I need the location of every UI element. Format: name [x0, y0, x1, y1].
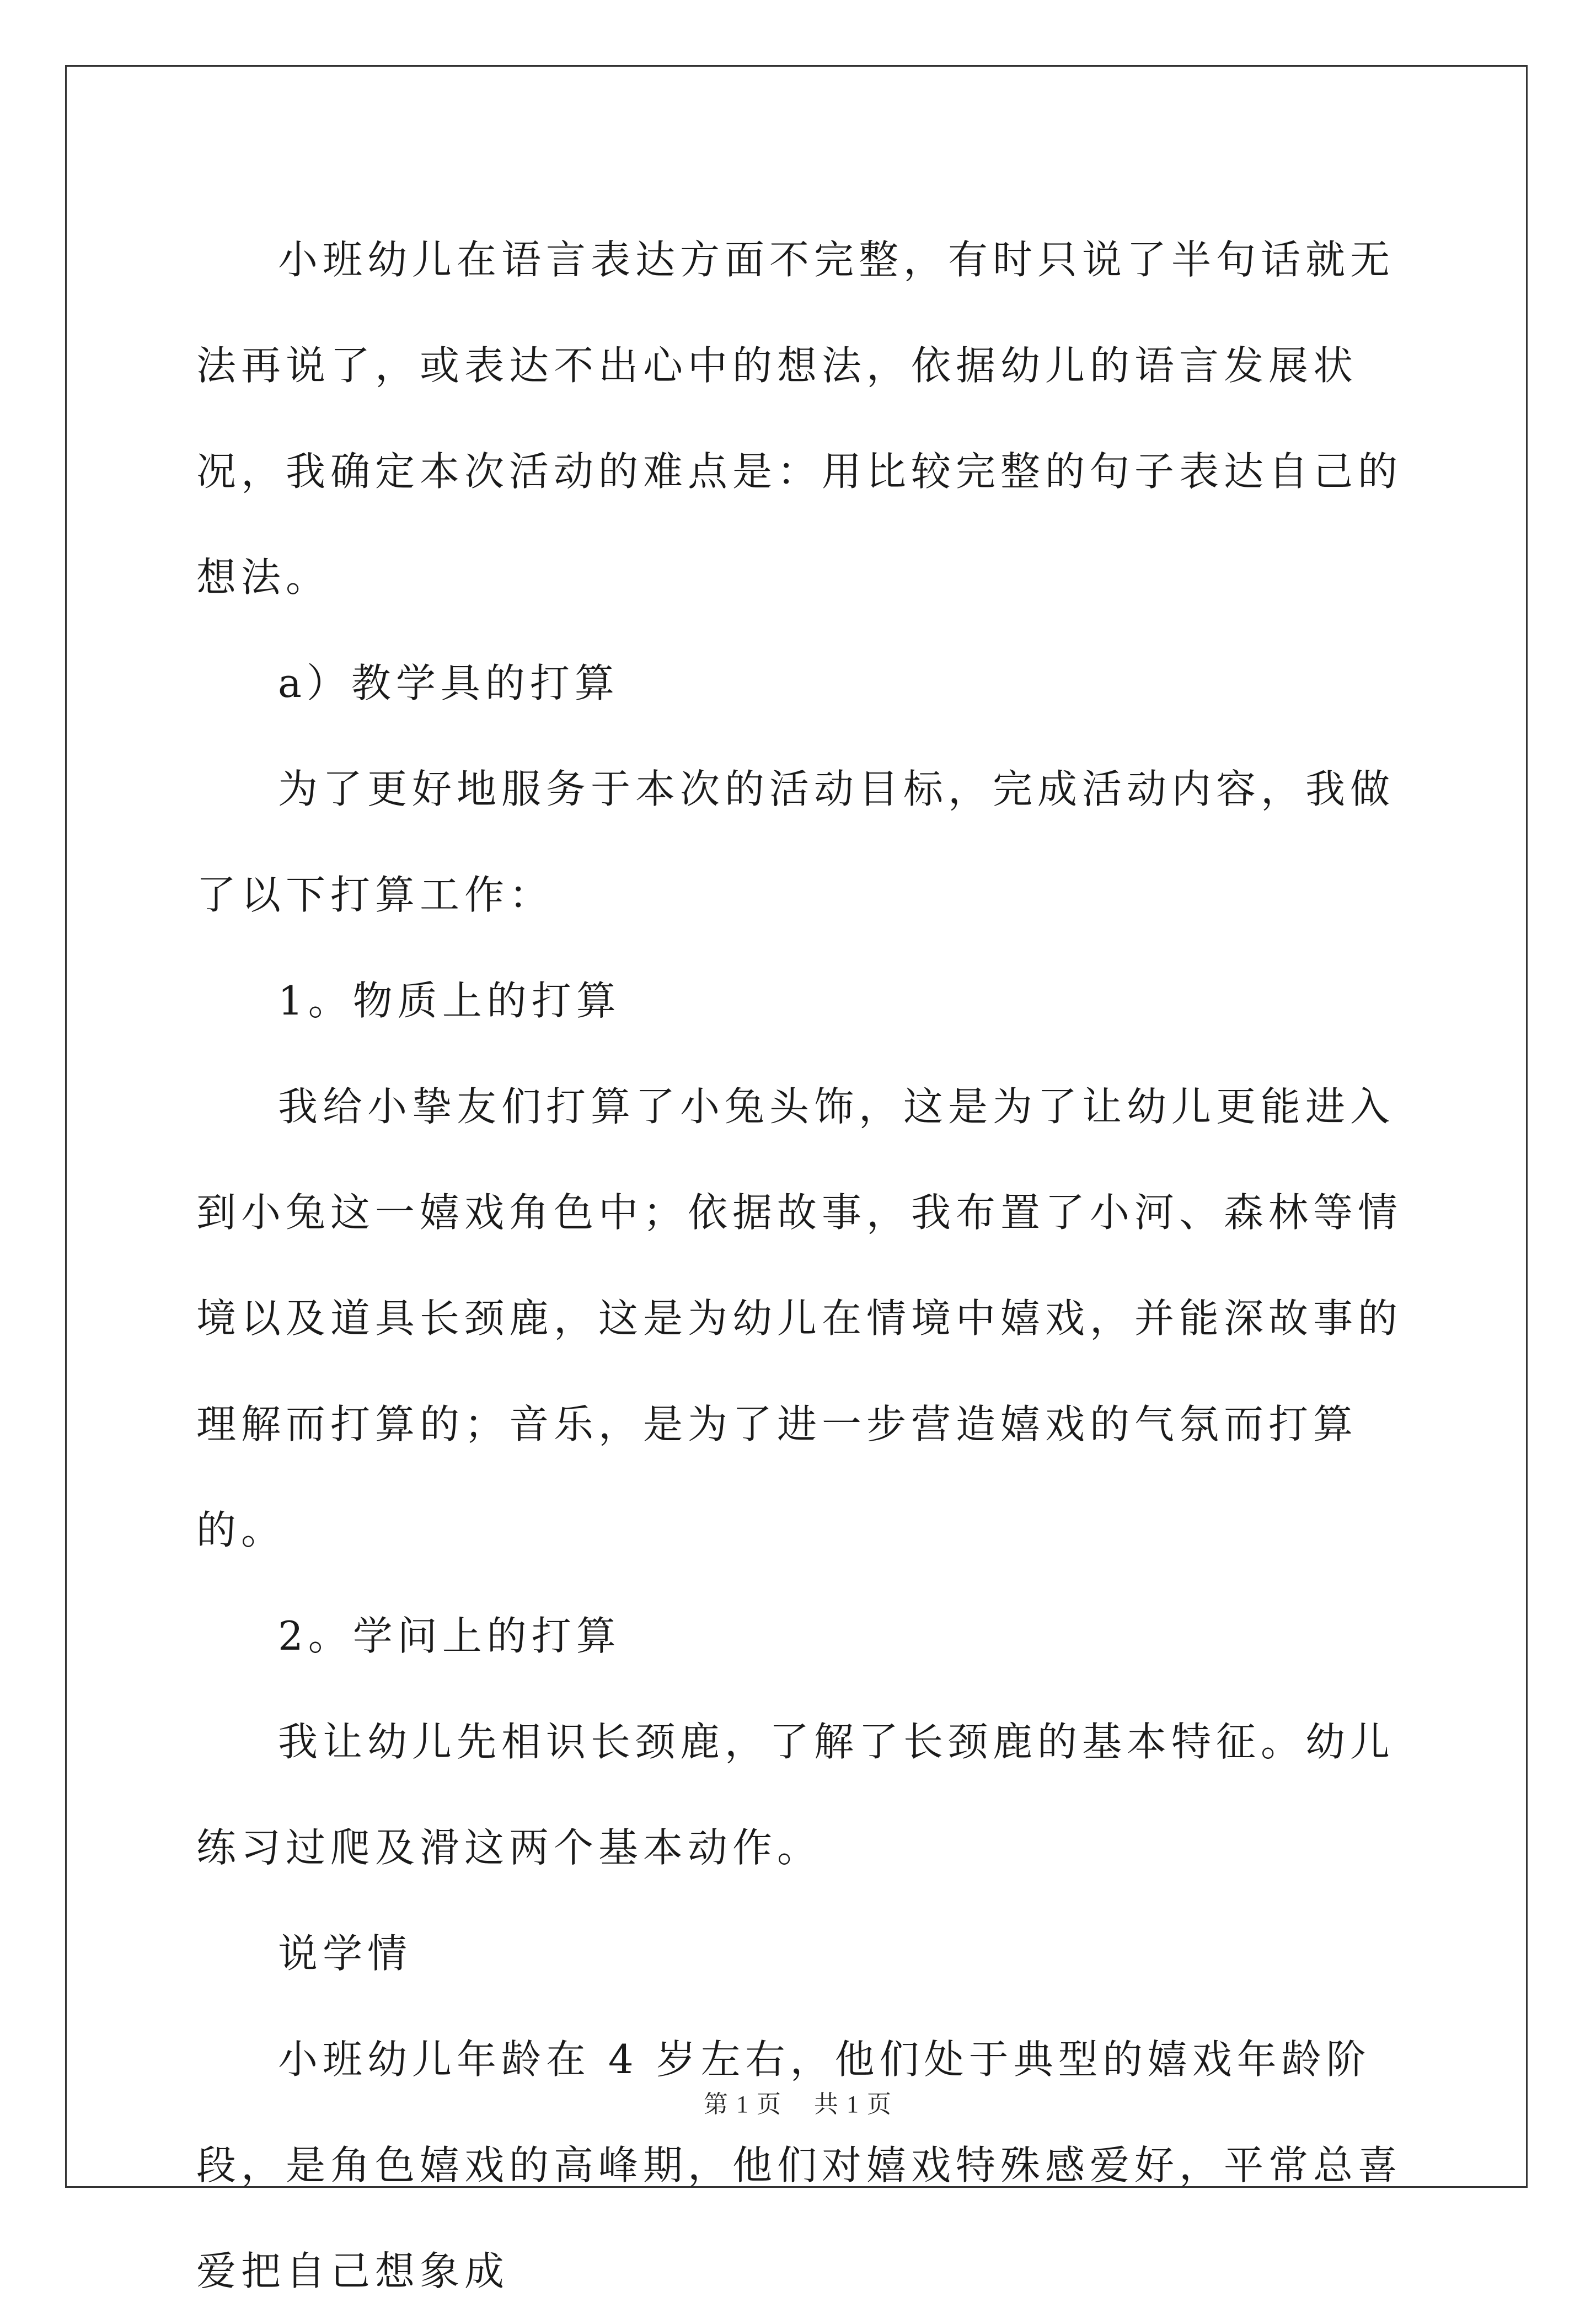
section-heading: a）教学具的打算: [278, 660, 619, 706]
document-body: [196, 207, 1410, 2324]
page-total: 共 1 页: [814, 2091, 892, 2118]
section-heading: 1。物质上的打算: [278, 978, 621, 1024]
paragraph: 小班幼儿在语言表达方面不完整，有时只说了半句话就无法再说了，或表达不出心中的想法，依据幼儿的语言发展状况，我确定本次活动的难点是：用比较完整的句子表达自己的想法。: [196, 237, 1403, 600]
section-heading: 说学情: [278, 1930, 413, 1977]
page-footer: [0, 2084, 1596, 2119]
paragraph: 我让幼儿先相识长颈鹿，了解了长颈鹿的基本特征。幼儿练习过爬及滑这两个基本动作。: [196, 1719, 1395, 1871]
paragraph: 小班幼儿年龄在 4 岁左右，他们处于典型的嬉戏年龄阶段，是角色嬉戏的高峰期，他们对嬉戏特殊感爱好，平常总喜爱把自己想象成: [196, 2036, 1403, 2294]
paragraph: 为了更好地服务于本次的活动目标，完成活动内容，我做了以下打算工作：: [196, 766, 1395, 918]
section-heading: 2。学问上的打算: [278, 1613, 621, 1659]
page-number: 第 1 页: [704, 2091, 782, 2118]
paragraph: 我给小挚友们打算了小兔头饰，这是为了让幼儿更能进入到小兔这一嬉戏角色中；依据故事，我布置了小河、森林等情境以及道具长颈鹿，这是为幼儿在情境中嬉戏，并能深故事的理解而打算的；音乐，是为了进一步营造嬉戏的气氛而打算的。: [196, 1083, 1403, 1553]
